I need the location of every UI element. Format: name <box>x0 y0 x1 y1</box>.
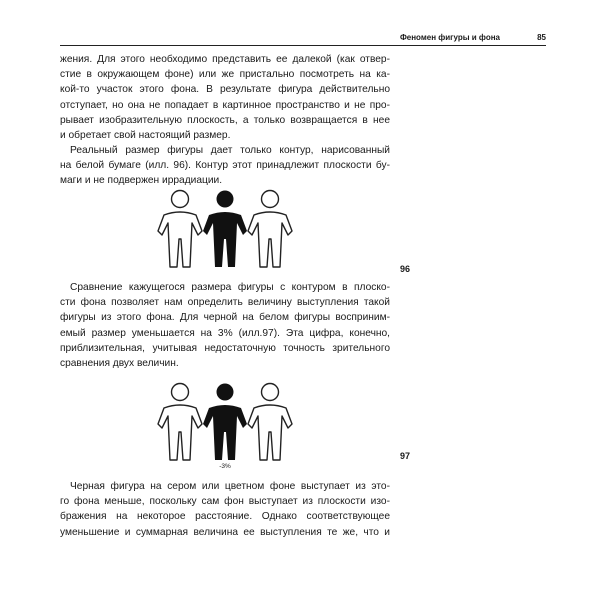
text-line: стие в окружающем фоне) или же пристально посмотреть на ка- <box>60 69 390 81</box>
outline-person-right-icon <box>248 384 292 461</box>
text-line: и обретает свой настоящий размер. <box>60 129 231 141</box>
text-line: кой-то участок этого фона. В результате фигура действительно <box>60 84 390 96</box>
text-line: фигуры из этого фона. Для черной на белом фигуры восприним- <box>60 312 390 324</box>
text-line: го фона меньше, поскольку сам фон выступает из плоскости изо- <box>60 496 390 508</box>
paragraph-4 <box>60 479 390 540</box>
text-line: Черная фигура на сером или цветном фоне выступает из это- <box>70 481 390 492</box>
figure-96-label: 96 <box>400 264 411 274</box>
text-line: на белой бумаге (илл. 96). Контур этот принадлежит плоскости бу- <box>60 160 390 172</box>
paragraph-3 <box>60 280 390 371</box>
text-line: жения. Для этого необходимо представить ее далекой (как отвер- <box>60 54 390 65</box>
text-line: уменьшение и суммарная величина ее выступления те же, что и <box>60 526 390 538</box>
text-line: маги и не подвержен иррадиации. <box>60 175 223 187</box>
text-line: отступает, но она не попадает в картинное пространство и не про- <box>60 99 390 111</box>
text-line: сти фона позволяет нам определить величину выступления такой <box>60 297 390 309</box>
outline-person-left-icon <box>158 384 202 461</box>
text-line: емый размер уменьшается на 3% (илл.97). Эта цифра, конечно, <box>60 327 390 339</box>
figure-96-illustration <box>150 187 300 269</box>
text-line: сравнения двух величин. <box>60 357 179 369</box>
figure-97-illustration <box>150 380 300 462</box>
page-header <box>60 33 546 46</box>
figure-97-label: 97 <box>400 451 411 461</box>
text-line: рывает изобразительную плоскость, а только возвращается в нее <box>60 114 390 126</box>
text-line: приблизительная, учитывая недостаточную точность зрительного <box>60 342 390 354</box>
figure-97-caption: -3% <box>219 463 231 470</box>
text-line: Сравнение кажущегося размера фигуры с контуром в плоско- <box>70 282 390 293</box>
outline-person-right-icon <box>248 191 292 268</box>
outline-person-left-icon <box>158 191 202 268</box>
paragraph-1 <box>60 52 390 143</box>
black-person-icon <box>203 384 247 461</box>
paragraph-2 <box>60 143 390 189</box>
page-number: 85 <box>537 33 546 42</box>
running-title: Феномен фигуры и фона <box>399 33 500 42</box>
text-line: Реальный размер фигуры дает только контур, нарисованный <box>70 145 390 156</box>
black-person-icon <box>203 191 247 268</box>
text-line: бражения на некоторое расстояние. Однако соответствующее <box>60 511 390 523</box>
